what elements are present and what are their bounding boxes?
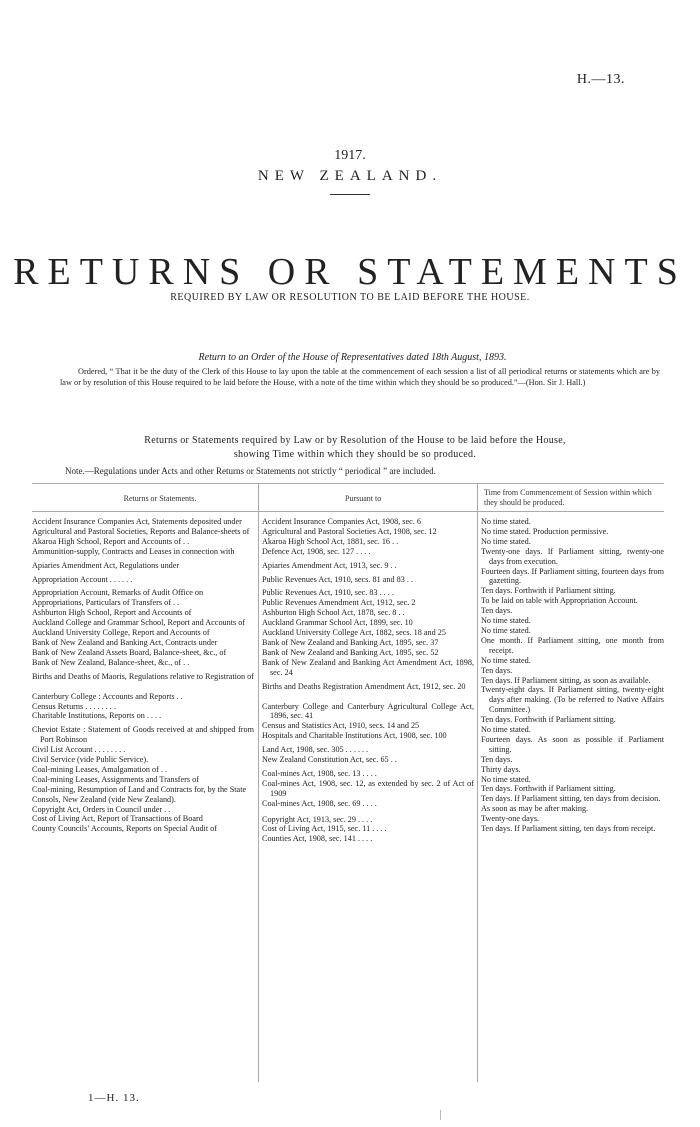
- return-entry: Agricultural and Pastoral Societies, Reports and Balance-sheets of: [32, 526, 250, 536]
- time-entry: Fourteen days. As soon as possible if Parliament sitting.: [481, 734, 664, 754]
- return-entry: Coal-mining Leases, Assignments and Transfers of: [32, 774, 199, 784]
- time-column: [481, 517, 664, 834]
- return-entry: Charitable Institutions, Reports on . . . .: [32, 711, 162, 721]
- table-heading-line2: showing Time within which they should be so produced.: [233, 449, 477, 460]
- pursuant-entry: Births and Deaths Registration Amendment Act, 1912, sec. 20: [262, 681, 466, 691]
- time-entry: No time stated.: [481, 725, 531, 735]
- return-entry: Coal-mining, Resumption of Land and Contracts for, by the State: [32, 784, 247, 794]
- pursuant-entry: Bank of New Zealand and Banking Act, 1895, sec. 52: [262, 647, 439, 657]
- pursuant-entry: New Zealand Constitution Act, sec. 65 . .: [262, 755, 397, 765]
- pursuant-entry: Coal-mines Act, 1908, sec. 13 . . . .: [262, 768, 377, 778]
- time-entry: Twenty-one days. If Parliament sitting, twenty-one days from execution.: [481, 546, 664, 566]
- table-header-rule: [32, 511, 664, 512]
- header-divider: [330, 194, 370, 195]
- time-entry: Twenty-eight days. If Parliament sitting, twenty-eight days after making. (To be referred to Native Affairs Committee.): [481, 685, 664, 715]
- return-entry: Births and Deaths of Maoris, Regulations relative to Registration of: [32, 671, 254, 681]
- pursuant-entry: Bank of New Zealand and Banking Act Amendment Act, 1898, sec. 24: [262, 657, 474, 677]
- time-entry: Ten days. Forthwith if Parliament sitting.: [481, 715, 616, 725]
- time-entry: Ten days.: [481, 754, 513, 764]
- pursuant-entry: Public Revenues Act, 1910, sec. 83 . . . .: [262, 588, 394, 598]
- column-header-pursuant: Pursuant to: [345, 494, 382, 503]
- return-entry: Apiaries Amendment Act, Regulations under: [32, 560, 180, 570]
- document-title: RETURNS OR STATEMENTS: [13, 251, 687, 293]
- ordered-paragraph: Ordered, “ That it be the duty of the Clerk of this House to lay upon the table at the commencement of each session a list of all periodical returns or statements which are by law or by resolution of this House required to be laid before the House, with a note of the time within which they should be so produced.”—(Hon. Sir J. Hall.): [60, 367, 660, 387]
- table-top-rule: [32, 483, 664, 484]
- time-entry: Ten days. Forthwith if Parliament sitting.: [481, 586, 616, 596]
- pursuant-entry: Land Act, 1908, sec. 305 . . . . . .: [262, 745, 369, 755]
- return-entry: Ammunition-supply, Contracts and Leases in connection with: [32, 546, 235, 556]
- page-footer-reference: 1—H. 13.: [88, 1092, 140, 1104]
- table-note: Note.—Regulations under Acts and other Returns or Statements not strictly “ periodical ” are included.: [65, 466, 436, 476]
- pursuant-entry: Auckland University College Act, 1882, secs. 18 and 25: [262, 628, 446, 638]
- return-entry: Bank of New Zealand Assets Board, Balance-sheet, &c., of: [32, 647, 227, 657]
- return-entry: Appropriation Account . . . . . .: [32, 574, 133, 584]
- time-entry: No time stated. Production permissive.: [481, 526, 609, 536]
- pursuant-entry: Hospitals and Charitable Institutions Act, 1908, sec. 100: [262, 731, 447, 741]
- pursuant-entry: Apiaries Amendment Act, 1913, sec. 9 . .: [262, 560, 397, 570]
- pursuant-entry: Counties Act, 1908, sec. 141 . . . .: [262, 834, 373, 844]
- document-reference: H.—13.: [576, 72, 625, 87]
- return-entry: Bank of New Zealand, Balance-sheet, &c., of . .: [32, 657, 190, 667]
- return-entry: Coal-mining Leases, Amalgamation of . .: [32, 764, 168, 774]
- page-mark: [440, 1110, 441, 1120]
- pursuant-entry: Accident Insurance Companies Act, 1908, sec. 6: [262, 517, 421, 526]
- column-divider-1: [258, 484, 259, 1082]
- return-entry: Cheviot Estate : Statement of Goods received at and shipped from Port Robinson: [32, 725, 254, 745]
- return-entry: Cost of Living Act, Report of Transactions of Board: [32, 814, 203, 824]
- time-entry: Thirty days.: [481, 764, 521, 774]
- country-name: NEW ZEALAND.: [257, 168, 443, 184]
- pursuant-entry: Defence Act, 1908, sec. 127 . . . .: [262, 546, 371, 556]
- pursuant-entry: Cost of Living Act, 1915, sec. 11 . . . .: [262, 824, 387, 834]
- pursuant-entry: Canterbury College and Canterbury Agricultural College Act, 1896, sec. 41: [262, 701, 474, 721]
- time-entry: No time stated.: [481, 616, 531, 626]
- pursuant-column: [262, 517, 474, 844]
- time-entry: No time stated.: [481, 655, 531, 665]
- document-subtitle: REQUIRED BY LAW OR RESOLUTION TO BE LAID BEFORE THE HOUSE.: [170, 292, 530, 303]
- return-entry: Akaroa High School, Report and Accounts of . .: [32, 536, 190, 546]
- return-entry: Civil Service (vide Public Service).: [32, 755, 149, 765]
- return-entry: County Councils’ Accounts, Reports on Special Audit of: [32, 824, 217, 834]
- time-entry: No time stated.: [481, 625, 531, 635]
- table-heading-line1: Returns or Statements required by Law or by Resolution of the House to be laid before the House,: [144, 435, 566, 446]
- pursuant-entry: Census and Statistics Act, 1910, secs. 14 and 25: [262, 721, 420, 731]
- column-header-returns: Returns or Statements.: [123, 494, 197, 503]
- return-entry: Ashburton High School, Report and Accounts of: [32, 608, 192, 618]
- pursuant-entry: Coal-mines Act, 1908, sec. 12, as extended by sec. 2 of Act of 1909: [262, 778, 474, 798]
- column-divider-2: [477, 484, 478, 1082]
- time-entry: Ten days. If Parliament sitting, ten days from decision.: [481, 794, 661, 804]
- time-entry: Ten days. Forthwith if Parliament sitting.: [481, 784, 616, 794]
- pursuant-entry: Agricultural and Pastoral Societies Act, 1908, sec. 12: [262, 526, 437, 536]
- pursuant-entry: Ashburton High School Act, 1878, sec. 8 . .: [262, 608, 405, 618]
- pursuant-entry: Bank of New Zealand and Banking Act, 1895, sec. 37: [262, 637, 439, 647]
- pursuant-entry: Auckland Grammar School Act, 1899, sec. 10: [262, 618, 413, 628]
- return-entry: Appropriations, Particulars of Transfers of . .: [32, 598, 180, 608]
- pursuant-entry: Akaroa High School Act, 1881, sec. 16 . .: [262, 536, 399, 546]
- return-entry: Canterbury College : Accounts and Reports . .: [32, 691, 183, 701]
- pursuant-entry: Copyright Act, 1913, sec. 29 . . . .: [262, 814, 373, 824]
- return-entry: Auckland College and Grammar School, Report and Accounts of: [32, 618, 246, 628]
- time-entry: Ten days. If Parliament sitting, ten days from receipt.: [481, 824, 656, 834]
- return-entry: Consols, New Zealand (vide New Zealand).: [32, 794, 176, 804]
- return-order-line: Return to an Order of the House of Representatives dated 18th August, 1893.: [198, 352, 507, 363]
- time-entry: To be laid on table with Appropriation Account.: [481, 596, 638, 606]
- return-entry: Copyright Act, Orders in Council under . .: [32, 804, 171, 814]
- time-entry: Ten days.: [481, 606, 513, 616]
- pursuant-entry: Public Revenues Act, 1910, secs. 81 and 83 . .: [262, 574, 413, 584]
- return-entry: Appropriation Account, Remarks of Audit Office on: [32, 588, 204, 598]
- document-year: 1917.: [334, 148, 366, 163]
- time-entry: Fourteen days. If Parliament sitting, fourteen days from gazetting.: [481, 566, 664, 586]
- return-entry: Auckland University College, Report and Accounts of: [32, 628, 210, 638]
- time-entry: As soon as may be after making.: [481, 804, 589, 814]
- pursuant-entry: Coal-mines Act, 1908, sec. 69 . . . .: [262, 798, 377, 808]
- time-entry: Ten days. If Parliament sitting, as soon as available.: [481, 675, 651, 685]
- return-entry: Census Returns . . . . . . . .: [32, 701, 116, 711]
- time-entry: Twenty-one days.: [481, 814, 540, 824]
- table-heading: [35, 434, 675, 462]
- pursuant-entry: Public Revenues Amendment Act, 1912, sec. 2: [262, 598, 416, 608]
- time-entry: No time stated.: [481, 774, 531, 784]
- time-entry: No time stated.: [481, 517, 531, 526]
- time-entry: No time stated.: [481, 536, 531, 546]
- column-header-time: Time from Commencement of Session within which they should be produced.: [484, 488, 652, 507]
- return-entry: Bank of New Zealand and Banking Act, Contracts under: [32, 637, 218, 647]
- return-entry: Accident Insurance Companies Act, Statements deposited under: [32, 517, 242, 526]
- return-entry: Civil List Account . . . . . . . .: [32, 745, 126, 755]
- time-entry: Ten days.: [481, 665, 513, 675]
- time-entry: One month. If Parliament sitting, one month from receipt.: [481, 635, 664, 655]
- returns-column: [32, 517, 254, 834]
